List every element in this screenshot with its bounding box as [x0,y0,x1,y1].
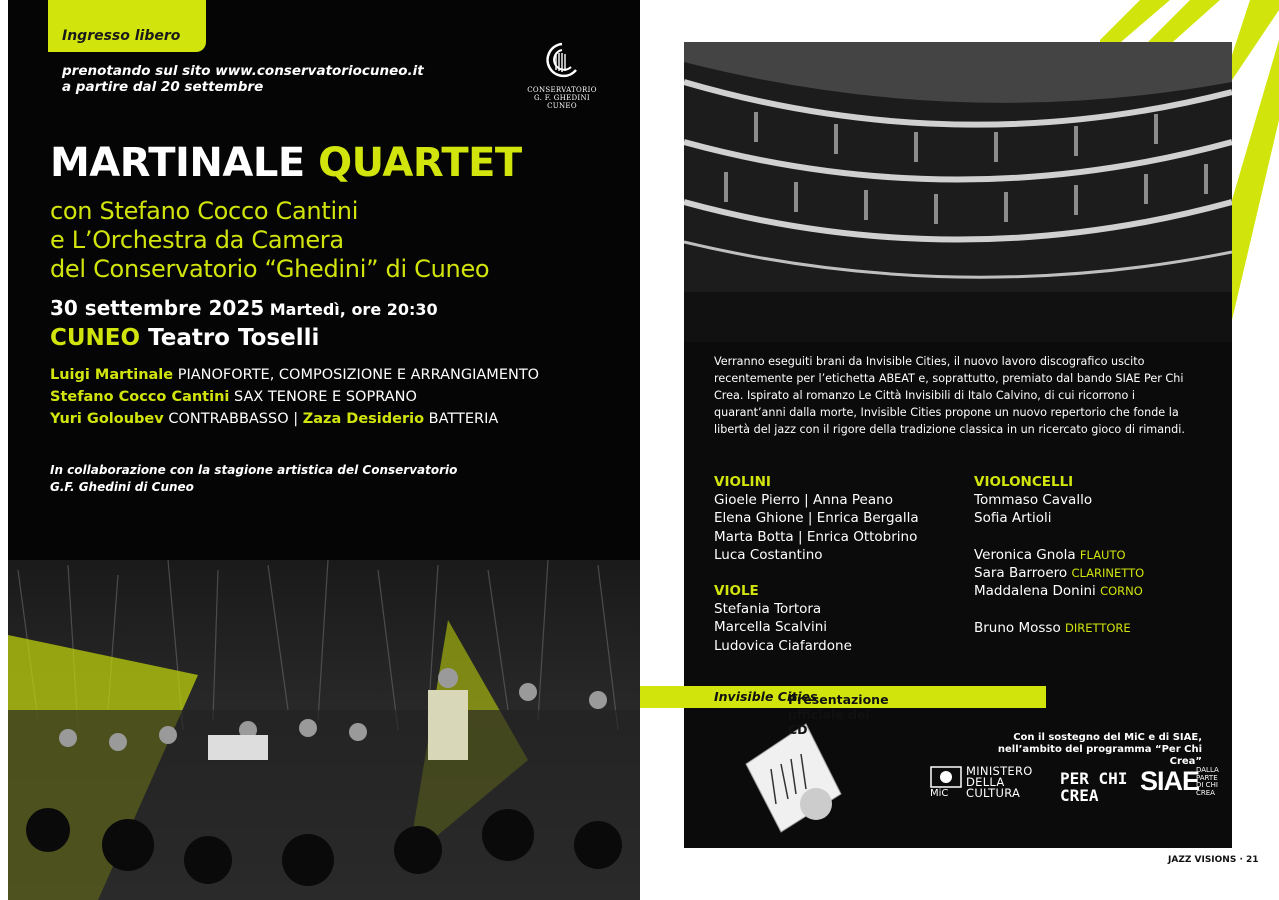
sponsor-line-2: nell’ambito del programma “Per Chi Crea” [997,744,1202,767]
siae-tag-2: PARTE [1196,773,1218,782]
free-entry-text: Ingresso libero [62,28,181,44]
siae-tagline [1196,767,1219,797]
violoncelli-column [974,473,1092,528]
booking-line-2: a partire dal 20 settembre [62,79,264,95]
musician-name: Marcella Scalvini [714,619,828,636]
musician-name: Stefania Tortora [714,601,822,618]
musician-role: CLARINETTO [1071,566,1145,581]
cd-title: Invisible Cities [714,689,818,704]
siae-tag-4: CREA [1196,788,1215,797]
collab-line-1: In collaborazione con la stagione artistica del Conservatorio [50,463,458,477]
performer-role: CONTRABBASSO | [163,411,303,427]
per-chi-crea-logo [1060,770,1127,804]
pcc-line-2: CREA [1060,786,1099,805]
musician-role: CORNO [1100,584,1143,599]
musician-name: Luca Costantino [714,546,823,563]
ministero-cultura-logo [930,764,1033,800]
musician-name: Maddalena Donini [974,583,1096,600]
ministero-emblem-icon [930,766,962,788]
logo-line-2: G. F. GHEDINI [534,94,590,102]
violini-heading: VIOLINI [714,474,771,490]
theatre-photo [684,42,1232,342]
cd-presentation-text [714,689,889,737]
violini-column [714,473,919,564]
performer-name: Yuri Goloubev [50,411,164,427]
siae-text: SIAE [1140,766,1200,796]
date-main: 30 settembre 2025 [50,296,265,320]
title-accent: QUARTET [318,140,522,186]
logo-line-3: CUNEO [547,102,577,110]
siae-tag-3: DI CHI [1196,781,1218,789]
siae-logo [1140,766,1219,797]
ministero-line-1: MINISTERO [966,764,1033,778]
page-folio: JAZZ VISIONS · 21 [1168,855,1259,865]
program-description: Verranno eseguiti brani da Invisible Cities, il nuovo lavoro discografico uscito recentemente per l’etichetta ABEAT e, soprattutto, premiato dal bando SIAE Per Chi Crea. Ispirato al romanzo Le Città Invisibili di Italo Calvino, di cui ricorrono i quarant’anni dalla morte, Invisible Cities propone un nuovo repertorio che fonde la libertà del jazz con il rigore della tradizione classica in un ricercato gioco di rimandi. [714,355,1185,436]
concert-date [50,296,438,320]
performer-name: Luigi Martinale [50,367,174,383]
wind-row [974,582,1144,600]
cd-label: Presentazione ufficiale del CD [788,692,889,737]
subtitle-line: del Conservatorio “Ghedini” di Cuneo [50,255,490,283]
collab-line-2: G.F. Ghedini di Cuneo [50,480,194,494]
performer-row [50,364,539,386]
musician-name: Veronica Gnola [974,547,1076,563]
booking-info [62,63,424,95]
concert-venue [50,325,319,351]
performer-role: PIANOFORTE, COMPOSIZIONE E ARRANGIAMENTO [173,367,540,383]
concert-title [50,140,522,186]
ministero-line-3: CULTURA [966,786,1021,800]
director-name: Bruno Mosso [974,620,1061,636]
musician-name: Sara Barroero [974,565,1068,582]
venue-city: CUNEO [50,325,141,351]
conservatorio-emblem-icon [542,40,582,86]
musician-name: Marta Botta | Enrica Ottobrino [714,528,918,545]
performer-name: Zaza Desiderio [302,411,425,427]
viole-heading: VIOLE [714,583,759,599]
ministero-text [966,766,1033,799]
conservatorio-logo [520,40,604,118]
performer-row [50,386,539,408]
musician-name: Tommaso Cavallo [974,492,1093,509]
booking-line-1: prenotando sul sito www.conservatoriocuneo.it [62,63,424,79]
musician-name: Sofia Artioli [974,510,1052,527]
performer-name: Stefano Cocco Cantini [50,389,230,405]
siae-tag-1: DALLA [1196,766,1219,774]
free-entry-badge [48,0,206,52]
cd-presentation-banner [640,686,1046,737]
collaboration-note [50,462,457,496]
performer-row [50,408,539,430]
mic-abbr: MiC [930,788,949,799]
title-main: MARTINALE [50,140,319,186]
musician-name: Elena Ghione | Enrica Bergalla [714,510,919,527]
musician-role: FLAUTO [1079,548,1126,562]
musician-name: Gioele Pierro | Anna Peano [714,492,893,509]
ministero-line-2: DELLA [966,775,1005,789]
venue-name: Teatro Toselli [140,325,320,351]
subtitle-line: e L’Orchestra da Camera [50,226,344,254]
performer-role: BATTERIA [424,411,499,427]
concert-subtitle [50,197,489,284]
musician-name: Ludovica Ciafardone [714,637,852,654]
logo-line-1: CONSERVATORIO [527,86,597,94]
winds-column [974,546,1144,601]
subtitle-line: con Stefano Cocco Cantini [50,197,359,225]
left-page-poster [8,0,640,900]
wind-row [974,564,1144,582]
director-row [974,619,1131,637]
concert-photo [8,560,640,900]
violoncelli-heading: VIOLONCELLI [974,474,1074,490]
viole-column [714,582,852,655]
pcc-line-1: PER CHI [1060,769,1128,788]
sponsor-note [984,732,1202,768]
performers-list [50,364,539,430]
performer-role: SAX TENORE E SOPRANO [229,389,417,405]
right-page-program [684,42,1232,848]
date-time: Martedì, ore 20:30 [264,300,438,319]
director-role: DIRETTORE [1065,621,1131,635]
wind-row [974,546,1144,564]
sponsor-line-1: Con il sostegno del MiC e di SIAE, [1013,732,1202,743]
